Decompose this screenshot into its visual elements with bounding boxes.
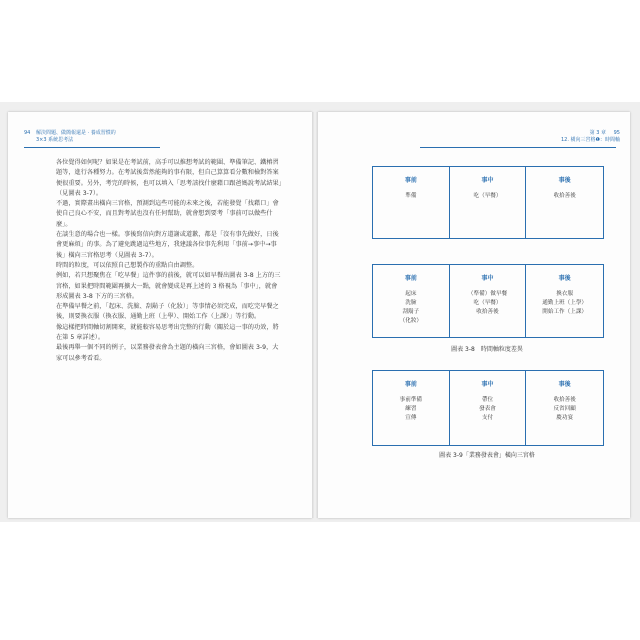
grid-item: 換衣服	[556, 291, 574, 297]
grid-item: 收拾善後	[553, 193, 576, 199]
grid-item: 起床	[405, 291, 417, 297]
grid-header: 事中	[481, 275, 494, 282]
body-text	[56, 158, 282, 364]
grid-header: 事前	[404, 275, 417, 282]
left-running-head-line-1: 解決問題、做簡報還是 · 養成習慣的	[36, 130, 116, 136]
grid-item: （準備）做早餐	[467, 291, 508, 297]
right-running-head	[561, 130, 620, 144]
grid-cell-after	[526, 167, 603, 238]
grid-item: 準備	[405, 193, 417, 199]
grid-item: 支付	[481, 415, 494, 421]
grid-item: 刮鬍子	[402, 309, 420, 315]
paragraph: 像這樣把時間軸切割開來，就能較容易思考出完整的行動（關於這一事的功效，將在第 5 章詳述）。	[56, 323, 279, 342]
grid-header: 事前	[404, 381, 417, 388]
grid-item: 吃（早餐）	[473, 193, 502, 199]
paragraph: 不過，實際畫出橫向三宮格，預測到這些可能的未來之後，若能發覺「找藉口」會使自己良心不安，而且對考試也沒有任何幫助，就會想到要考「事前可以做些什麼」。	[56, 200, 279, 228]
paragraph: 各位覺得如何呢？如果是在考試前，高手可以推想考試的範圍、準備筆記、鐵樁習題等，進行各種努力。在考試後當然能夠的事有限，但自己算算看分數和檢對答案便很重要。另外，考完的時候，也可以填入「思考該找什麼藉口跟爸媽說考試結果」（見圖表 3-7）。	[56, 159, 282, 197]
grid-header: 事後	[558, 381, 571, 388]
grid-item: 宣傳	[405, 415, 417, 421]
chapter-label: 第 3 章	[589, 130, 607, 136]
paragraph: 在準備早餐之前，「起床、洗臉、刮鬍子（化妝）」等事情必須完成，而吃完早餐之後，則要換衣服（換衣服、通勤上班（上學）、開始工作（上課）」等行動。	[56, 303, 279, 321]
grid-cell-before	[373, 265, 450, 337]
grid-item: 慶功宴	[556, 415, 574, 421]
three-grid-presentation	[372, 370, 604, 446]
grid-item: 發表會	[479, 406, 496, 412]
grid-item: 收拾善後	[476, 309, 499, 315]
grid-item: 吃（早餐）	[473, 300, 502, 306]
book-gutter	[312, 112, 318, 518]
grid-item: 收拾善後	[553, 397, 576, 403]
left-page-number: 94	[24, 130, 31, 136]
three-grid-morning	[372, 264, 604, 338]
right-page-number: 95	[613, 130, 620, 136]
grid-item: 開始工作（上課）	[542, 309, 588, 315]
grid-item: 帶位	[481, 397, 494, 403]
paragraph: 最後再舉一個不同的例子，以業務發表會為主題的橫向三宮格，會如圖表 3-9，大家可以參考看看。	[56, 344, 279, 362]
grid-header: 事後	[558, 177, 571, 184]
grid-header: 事前	[404, 177, 417, 184]
grid-item: 洗臉	[405, 300, 417, 306]
grid-cell-after	[526, 371, 603, 445]
grid-cell-during	[450, 371, 527, 445]
grid-item: 事前準備	[399, 397, 423, 403]
grid-cell-during	[450, 265, 527, 337]
figure-caption-3-9: 圖表 3-9「業務發表會」橫向三宮格	[439, 452, 535, 459]
paragraph: 在談生意的場合也一樣。事後寫信向對方道謝或道歉，都是「沒有事先做好，日後會更麻煩」的事。為了避免跳過這些地方，我建議各位事先利用「事前→事中→事後」橫向三宮格思考（見圖表 3-7）。	[56, 231, 279, 259]
grid-header: 事中	[481, 381, 494, 388]
left-running-head-line-2: 3×3 系統思考法	[36, 137, 74, 143]
grid-item: （化妝）	[399, 318, 423, 324]
grid-item: 練習	[405, 406, 417, 412]
grid-cell-before	[373, 371, 450, 445]
grid-cell-during	[450, 167, 527, 238]
three-grid-breakfast	[372, 166, 604, 239]
grid-cell-before	[373, 167, 450, 238]
grid-item: 通勤上班（上學）	[542, 300, 588, 306]
left-header-rule	[24, 147, 160, 148]
figure-caption-3-8: 圖表 3-8 時間軸粒度差異	[451, 346, 523, 353]
right-header-rule	[420, 147, 616, 148]
left-running-head	[24, 130, 116, 144]
grid-item: 反省回顧	[553, 406, 576, 412]
paragraph: 時間的粒度，可以依照自己想製作的重點自由調整。	[56, 261, 199, 269]
section-title: 12. 橫向三宮格❶：時間軸	[560, 137, 620, 143]
grid-header: 事後	[558, 275, 571, 282]
grid-cell-after	[526, 265, 603, 337]
paragraph: 例如，若只想聚焦在「吃早餐」這件事的前後，就可以如早餐出圖表 3-8 上方的三宮格，如果把時間範圍再擴大一點，就會變成是再上述的 3 格視為「事中」，就會形成圖表 3-8 下方的三宮格。	[56, 272, 281, 300]
grid-header: 事中	[481, 177, 494, 184]
